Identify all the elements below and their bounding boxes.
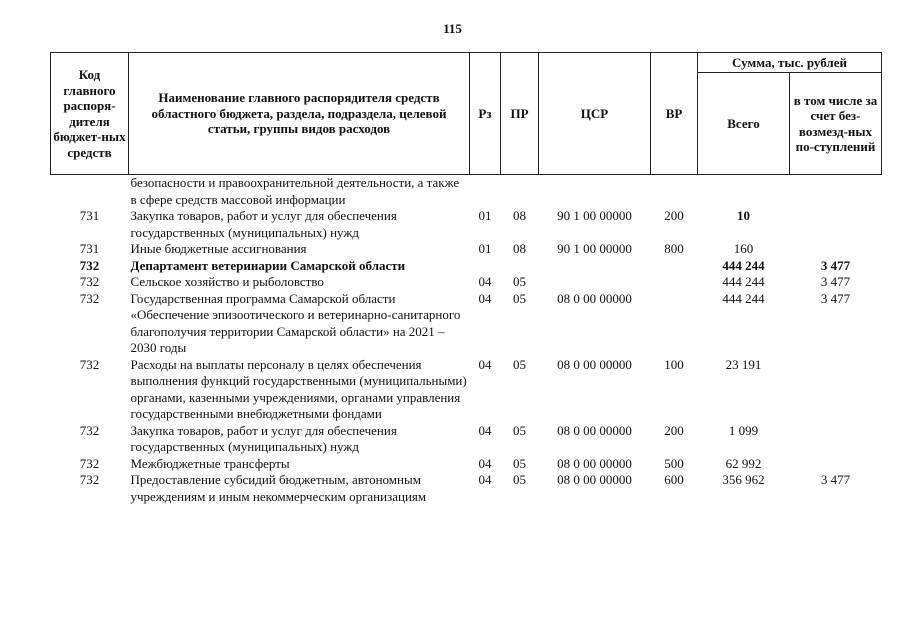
cell-pr: 05	[513, 290, 526, 306]
header-free: в том числе за счет без-возмезд-ных по-ступлений	[790, 73, 882, 175]
cell-pr: 05	[513, 274, 526, 289]
cell-free	[790, 456, 882, 473]
table-header	[51, 53, 882, 175]
cell-code: 732	[79, 356, 100, 372]
cell-code	[51, 175, 129, 209]
cell-csr	[539, 175, 651, 209]
cell-csr: 08 0 00 00000	[557, 455, 632, 471]
cell-pr: 05	[513, 455, 526, 471]
table-row	[51, 208, 882, 241]
cell-free	[790, 423, 882, 456]
table-body	[51, 175, 882, 506]
header-name: Наименование главного распорядителя средств областного бюджета, раздела, подраздела, целевой статьи, группы видов расходов	[129, 53, 470, 175]
cell-pr: 05	[513, 422, 526, 438]
header-code: Код главного распоря-дителя бюджет-ных средств	[51, 53, 129, 175]
cell-rz	[470, 258, 501, 275]
cell-vr: 200	[664, 422, 684, 438]
cell-name: Сельское хозяйство и рыболовство	[130, 274, 324, 289]
cell-name: Государственная программа Самарской области «Обеспечение эпизоотического и ветеринарно-санитарного благополучия территории Самарской области» на 2021 – 2030 годы	[130, 290, 461, 355]
cell-csr: 90 1 00 00000	[557, 241, 632, 256]
cell-vr	[651, 175, 698, 209]
cell-total: 444 244	[722, 290, 765, 306]
cell-csr: 90 1 00 00000	[557, 208, 632, 223]
cell-pr: 05	[513, 356, 526, 372]
cell-pr: 05	[513, 472, 526, 487]
cell-rz: 04	[478, 274, 492, 289]
cell-code: 732	[79, 290, 100, 306]
cell-free	[790, 175, 882, 209]
cell-pr: 08	[513, 208, 526, 223]
cell-vr: 200	[664, 208, 684, 223]
cell-total: 1 099	[728, 422, 759, 438]
cell-total: 444 244	[722, 274, 765, 289]
cell-rz: 01	[478, 208, 492, 223]
cell-pr	[501, 175, 539, 209]
cell-total: 10	[737, 208, 750, 223]
cell-name: безопасности и правоохранительной деятельности, а также в сфере средств массовой информации	[130, 175, 460, 207]
cell-rz: 01	[478, 241, 492, 256]
table-row	[51, 291, 882, 357]
header-rz: Рз	[470, 53, 501, 175]
cell-rz: 04	[478, 455, 492, 471]
table-row	[51, 274, 882, 291]
cell-code: 732	[79, 472, 100, 487]
cell-free	[790, 208, 882, 241]
cell-name: Межбюджетные трансферты	[130, 455, 290, 471]
cell-free: 3 477	[820, 257, 851, 273]
cell-rz: 04	[478, 422, 492, 438]
cell-total: 23 191	[725, 356, 762, 372]
cell-rz: 04	[478, 472, 492, 487]
cell-free: 3 477	[820, 274, 851, 289]
cell-total	[698, 175, 790, 209]
budget-table	[50, 52, 882, 505]
cell-vr: 800	[664, 241, 684, 256]
cell-rz: 04	[478, 356, 492, 372]
cell-total: 62 992	[725, 455, 762, 471]
cell-vr: 600	[664, 472, 684, 487]
cell-name: Закупка товаров, работ и услуг для обеспечения государственных (муниципальных) нужд	[130, 422, 397, 454]
cell-pr: 08	[513, 241, 526, 256]
cell-vr	[651, 258, 698, 275]
cell-total: 356 962	[722, 472, 765, 487]
cell-total: 444 244	[722, 257, 765, 273]
cell-name: Закупка товаров, работ и услуг для обеспечения государственных (муниципальных) нужд	[130, 208, 397, 240]
cell-csr: 08 0 00 00000	[557, 356, 632, 372]
table-row	[51, 175, 882, 209]
cell-pr	[501, 258, 539, 275]
table-row	[51, 357, 882, 423]
header-total: Всего	[698, 73, 790, 175]
cell-vr: 500	[664, 455, 684, 471]
cell-free: 3 477	[820, 472, 851, 487]
cell-free	[790, 241, 882, 258]
cell-code: 732	[79, 257, 100, 273]
table-row	[51, 241, 882, 258]
header-vr: ВР	[651, 53, 698, 175]
page-number: 115	[443, 21, 462, 36]
cell-vr: 100	[664, 356, 684, 372]
cell-csr	[539, 258, 651, 275]
cell-csr: 08 0 00 00000	[557, 472, 632, 487]
table-row	[51, 258, 882, 275]
cell-code: 732	[79, 422, 100, 438]
table-row	[51, 472, 882, 505]
cell-name: Предоставление субсидий бюджетным, автономным учреждениям и иным некоммерческим организациям	[130, 472, 427, 504]
cell-code: 731	[79, 241, 100, 256]
cell-name: Иные бюджетные ассигнования	[130, 241, 307, 256]
cell-free: 3 477	[820, 290, 851, 306]
cell-csr	[539, 274, 651, 291]
cell-code: 732	[79, 455, 100, 471]
cell-name: Департамент ветеринарии Самарской области	[130, 257, 406, 273]
cell-free	[790, 357, 882, 423]
cell-rz	[470, 175, 501, 209]
cell-code: 732	[79, 274, 100, 289]
cell-code: 731	[79, 208, 100, 223]
table-row	[51, 456, 882, 473]
header-sum-group: Сумма, тыс. рублей	[698, 53, 882, 73]
table-row	[51, 423, 882, 456]
header-pr: ПР	[501, 53, 539, 175]
cell-rz: 04	[478, 290, 492, 306]
cell-csr: 08 0 00 00000	[557, 422, 632, 438]
cell-name: Расходы на выплаты персоналу в целях обеспечения выполнения функций государственными (муниципальными) органами, казенными учреждениями, органами управления государственными внебюджетными фондами	[130, 356, 467, 421]
cell-csr: 08 0 00 00000	[557, 290, 632, 306]
header-csr: ЦСР	[539, 53, 651, 175]
cell-vr	[651, 274, 698, 291]
cell-vr	[651, 291, 698, 357]
cell-total: 160	[733, 241, 754, 256]
